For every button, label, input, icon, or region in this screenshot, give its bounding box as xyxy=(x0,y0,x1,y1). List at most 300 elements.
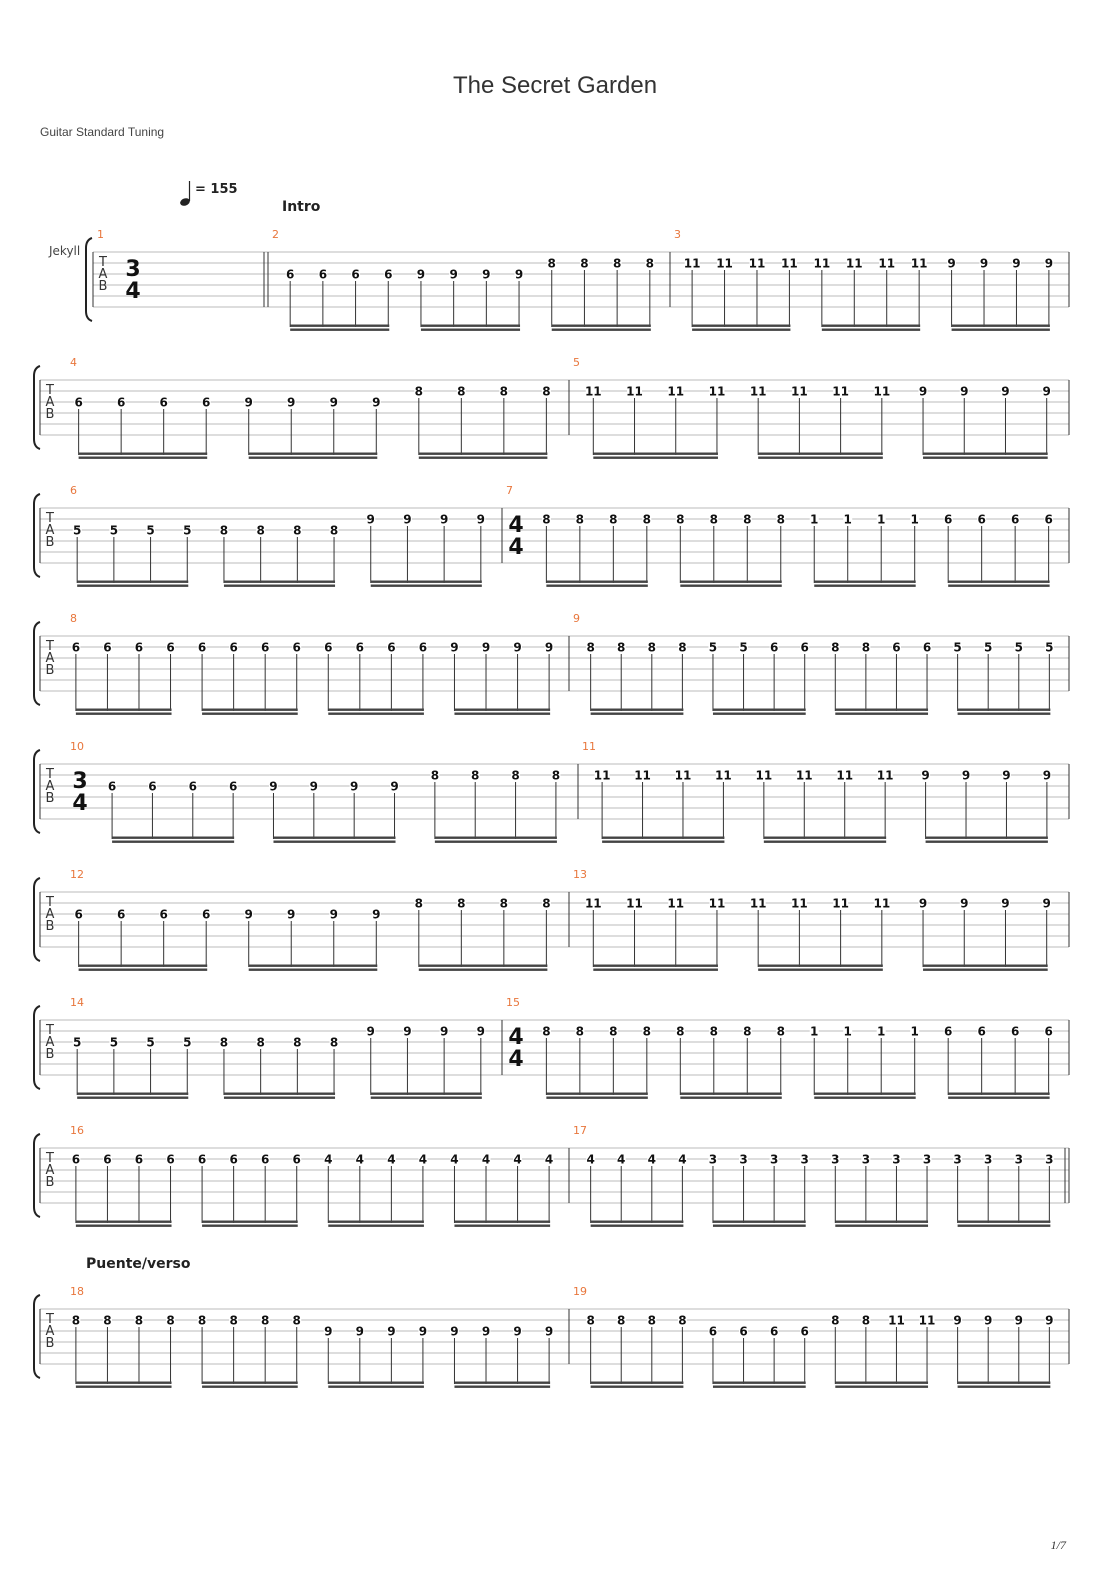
fret-number: 9 xyxy=(1042,768,1052,783)
beam xyxy=(680,581,781,583)
fret-number: 9 xyxy=(1014,1313,1023,1328)
beam xyxy=(814,1097,915,1099)
fret-number: 8 xyxy=(575,1024,585,1039)
fret-number: 11 xyxy=(667,896,685,911)
fret-number: 8 xyxy=(219,523,229,538)
fret-number: 6 xyxy=(134,640,144,655)
beam xyxy=(202,1225,298,1227)
fret-number: 8 xyxy=(861,1313,871,1328)
fret-number: 5 xyxy=(146,1035,155,1050)
fret-number: 8 xyxy=(499,896,509,911)
beam xyxy=(593,965,718,967)
fret-number: 9 xyxy=(372,395,381,410)
fret-number: 6 xyxy=(229,1152,238,1167)
beam xyxy=(371,1093,482,1095)
fret-number: 6 xyxy=(1044,512,1053,527)
beam xyxy=(952,329,1050,331)
beam xyxy=(923,969,1048,971)
fret-number: 6 xyxy=(197,1152,207,1167)
fret-number: 11 xyxy=(910,256,928,271)
fret-number: 4 xyxy=(355,1152,365,1167)
beam xyxy=(371,1097,482,1099)
beam xyxy=(958,1225,1051,1227)
beam xyxy=(419,969,548,971)
beam xyxy=(454,709,550,711)
fret-number: 9 xyxy=(439,1024,449,1039)
fret-number: 6 xyxy=(324,640,333,655)
beam xyxy=(224,585,335,587)
fret-number: 9 xyxy=(449,267,458,282)
fret-number: 11 xyxy=(584,896,602,911)
beam xyxy=(926,837,1048,839)
fret-number: 8 xyxy=(586,640,595,655)
beam xyxy=(77,581,188,583)
beam xyxy=(713,713,806,715)
tab-clef-letter: A xyxy=(98,267,108,282)
fret-number: 8 xyxy=(414,896,423,911)
system-bracket xyxy=(34,494,40,577)
beam xyxy=(79,453,208,455)
fret-number: 9 xyxy=(418,1324,428,1339)
fret-number: 11 xyxy=(876,768,894,783)
fret-number: 8 xyxy=(293,1035,302,1050)
fret-number: 1 xyxy=(910,1024,919,1039)
beam xyxy=(77,585,188,587)
beam xyxy=(112,841,234,843)
fret-number: 11 xyxy=(748,256,766,271)
beam xyxy=(958,1221,1051,1223)
fret-number: 6 xyxy=(260,640,270,655)
fret-number: 11 xyxy=(873,384,891,399)
fret-number: 3 xyxy=(953,1152,962,1167)
tab-clef-letter: B xyxy=(45,919,55,934)
beam xyxy=(77,1097,188,1099)
fret-number: 6 xyxy=(769,1324,779,1339)
beam xyxy=(454,1221,550,1223)
system-bracket xyxy=(34,878,40,961)
fret-number: 8 xyxy=(71,1313,81,1328)
fret-number: 6 xyxy=(229,640,238,655)
fret-number: 8 xyxy=(511,768,520,783)
fret-number: 1 xyxy=(877,1024,886,1039)
fret-number: 6 xyxy=(292,640,301,655)
fret-number: 6 xyxy=(285,267,295,282)
fret-number: 8 xyxy=(861,640,871,655)
fret-number: 9 xyxy=(1002,768,1011,783)
beam xyxy=(958,1382,1051,1384)
beam xyxy=(76,713,172,715)
beam xyxy=(328,1225,424,1227)
beam xyxy=(79,965,208,967)
beam xyxy=(948,581,1049,583)
beam xyxy=(713,1382,806,1384)
fret-number: 9 xyxy=(349,779,359,794)
time-sig-bottom: 4 xyxy=(508,535,524,560)
fret-number: 5 xyxy=(708,640,718,655)
fret-number: 9 xyxy=(269,779,278,794)
fret-number: 11 xyxy=(715,768,732,783)
beam xyxy=(76,1382,172,1384)
beam xyxy=(224,1093,335,1095)
beam xyxy=(591,713,684,715)
fret-number: 6 xyxy=(166,1152,175,1167)
fret-number: 6 xyxy=(71,1152,81,1167)
section-label: Intro xyxy=(282,199,321,215)
fret-number: 9 xyxy=(960,896,969,911)
fret-number: 11 xyxy=(873,896,891,911)
beam xyxy=(948,1093,1049,1095)
fret-number: 5 xyxy=(183,1035,192,1050)
song-title: The Secret Garden xyxy=(452,72,658,99)
fret-number: 9 xyxy=(514,267,524,282)
fret-number: 8 xyxy=(776,512,785,527)
beam xyxy=(546,1093,647,1095)
tab-clef-letter: B xyxy=(45,663,55,678)
tab-clef-letter: B xyxy=(98,279,108,294)
fret-number: 3 xyxy=(1014,1152,1023,1167)
beam xyxy=(692,325,790,327)
fret-number: 9 xyxy=(287,907,296,922)
fret-number: 6 xyxy=(116,907,126,922)
beam xyxy=(328,1221,424,1223)
beam xyxy=(76,709,172,711)
fret-number: 9 xyxy=(366,512,375,527)
beam xyxy=(202,709,298,711)
beam xyxy=(591,1382,684,1384)
fret-number: 5 xyxy=(1045,640,1054,655)
tab-clef-letter: T xyxy=(46,1023,54,1038)
beam xyxy=(454,713,550,715)
beam xyxy=(926,841,1048,843)
measure-number: 9 xyxy=(573,612,580,625)
tab-clef-letter: T xyxy=(99,255,107,270)
beam xyxy=(593,457,718,459)
fret-number: 11 xyxy=(795,768,813,783)
beam xyxy=(758,969,883,971)
beam xyxy=(958,709,1051,711)
tab-clef-letter: T xyxy=(46,383,54,398)
beam xyxy=(764,837,886,839)
fret-number: 3 xyxy=(922,1152,932,1167)
fret-number: 9 xyxy=(309,779,319,794)
fret-number: 11 xyxy=(781,256,798,271)
fret-number: 3 xyxy=(892,1152,901,1167)
fret-number: 9 xyxy=(984,1313,993,1328)
fret-number: 8 xyxy=(499,384,509,399)
beam xyxy=(273,837,395,839)
beam xyxy=(435,841,557,843)
fret-number: 9 xyxy=(403,512,412,527)
fret-number: 9 xyxy=(244,395,253,410)
fret-number: 6 xyxy=(922,640,932,655)
fret-number: 6 xyxy=(943,512,953,527)
beam xyxy=(552,325,651,327)
tab-clef-letter: T xyxy=(46,639,54,654)
measure-number: 19 xyxy=(573,1285,587,1298)
fret-number: 8 xyxy=(647,1313,656,1328)
beam xyxy=(328,1386,424,1388)
fret-number: 6 xyxy=(800,640,809,655)
measure-number: 17 xyxy=(573,1124,587,1137)
fret-number: 1 xyxy=(810,1024,819,1039)
tab-clef-letter: B xyxy=(45,791,55,806)
fret-number: 6 xyxy=(1044,1024,1053,1039)
fret-number: 6 xyxy=(892,640,901,655)
fret-number: 8 xyxy=(547,256,556,271)
fret-number: 6 xyxy=(769,640,779,655)
fret-number: 9 xyxy=(329,907,338,922)
fret-number: 8 xyxy=(256,523,265,538)
beam xyxy=(713,1221,806,1223)
fret-number: 6 xyxy=(74,907,83,922)
fret-number: 8 xyxy=(743,512,752,527)
fret-number: 11 xyxy=(755,768,773,783)
fret-number: 8 xyxy=(831,1313,840,1328)
tab-clef-letter: B xyxy=(45,535,55,550)
fret-number: 3 xyxy=(861,1152,871,1167)
tuning-label: Guitar Standard Tuning xyxy=(40,125,165,139)
beam xyxy=(958,1386,1051,1388)
fret-number: 4 xyxy=(418,1152,428,1167)
fret-number: 3 xyxy=(708,1152,718,1167)
fret-number: 8 xyxy=(743,1024,752,1039)
beam xyxy=(764,841,886,843)
fret-number: 8 xyxy=(542,384,551,399)
fret-number: 8 xyxy=(457,896,466,911)
fret-number: 9 xyxy=(416,267,426,282)
fret-number: 9 xyxy=(1042,896,1051,911)
tab-clef-letter: A xyxy=(45,1035,55,1050)
fret-number: 9 xyxy=(390,779,399,794)
fret-number: 4 xyxy=(387,1152,396,1167)
fret-number: 5 xyxy=(984,640,993,655)
fret-number: 9 xyxy=(921,768,930,783)
measure-number: 8 xyxy=(70,612,77,625)
beam xyxy=(713,1386,806,1388)
fret-number: 3 xyxy=(800,1152,809,1167)
beam xyxy=(454,1386,550,1388)
fret-number: 8 xyxy=(329,1035,339,1050)
beam xyxy=(602,841,724,843)
beam xyxy=(591,709,684,711)
fret-number: 8 xyxy=(457,384,466,399)
fret-number: 11 xyxy=(832,384,849,399)
system-bracket xyxy=(86,238,92,321)
beam xyxy=(421,329,520,331)
beam xyxy=(546,585,647,587)
fret-number: 8 xyxy=(612,256,622,271)
beam xyxy=(202,1386,298,1388)
system-bracket xyxy=(34,750,40,833)
fret-number: 1 xyxy=(877,512,886,527)
beam xyxy=(273,841,395,843)
fret-number: 6 xyxy=(943,1024,953,1039)
fret-number: 6 xyxy=(159,907,168,922)
beam xyxy=(602,837,724,839)
beam xyxy=(692,329,790,331)
fret-number: 8 xyxy=(551,768,561,783)
fret-number: 8 xyxy=(329,523,339,538)
beam xyxy=(835,1225,928,1227)
time-sig-bottom: 4 xyxy=(508,1047,524,1072)
beam xyxy=(814,581,915,583)
fret-number: 6 xyxy=(71,640,81,655)
fret-number: 9 xyxy=(355,1324,365,1339)
fret-number: 8 xyxy=(617,1313,626,1328)
fret-number: 5 xyxy=(72,523,82,538)
fret-number: 6 xyxy=(228,779,238,794)
track-name: Jekyll xyxy=(49,244,81,258)
beam xyxy=(814,1093,915,1095)
beam xyxy=(419,453,548,455)
time-sig-top: 3 xyxy=(72,769,88,794)
beam xyxy=(546,1097,647,1099)
beam xyxy=(952,325,1050,327)
fret-number: 6 xyxy=(197,640,207,655)
fret-number: 9 xyxy=(1045,1313,1054,1328)
beam xyxy=(958,713,1051,715)
tab-clef-letter: A xyxy=(45,1324,55,1339)
measure-number: 10 xyxy=(70,740,84,753)
beam xyxy=(224,581,335,583)
fret-number: 8 xyxy=(471,768,480,783)
fret-number: 9 xyxy=(1001,384,1010,399)
fret-number: 9 xyxy=(481,640,491,655)
fret-number: 11 xyxy=(918,1313,936,1328)
tab-clef-letter: T xyxy=(46,895,54,910)
fret-number: 8 xyxy=(586,1313,595,1328)
measure-number: 5 xyxy=(573,356,580,369)
measure-number: 4 xyxy=(70,356,77,369)
fret-number: 3 xyxy=(831,1152,840,1167)
beam xyxy=(249,457,378,459)
beam xyxy=(822,325,920,327)
fret-number: 9 xyxy=(450,640,459,655)
beam xyxy=(202,1221,298,1223)
beam xyxy=(371,581,482,583)
fret-number: 11 xyxy=(832,896,849,911)
fret-number: 6 xyxy=(103,1152,112,1167)
beam xyxy=(77,1093,188,1095)
fret-number: 8 xyxy=(676,512,685,527)
fret-number: 6 xyxy=(355,640,365,655)
page-number: 1/7 xyxy=(1050,1538,1066,1552)
beam xyxy=(76,1386,172,1388)
measure-number: 15 xyxy=(506,996,520,1009)
fret-number: 11 xyxy=(634,768,651,783)
fret-number: 4 xyxy=(481,1152,491,1167)
measure-number: 13 xyxy=(573,868,587,881)
fret-number: 4 xyxy=(586,1152,595,1167)
fret-number: 11 xyxy=(836,768,854,783)
fret-number: 8 xyxy=(103,1313,112,1328)
fret-number: 6 xyxy=(418,640,428,655)
time-sig-bottom: 4 xyxy=(72,791,88,816)
tempo-value: = 155 xyxy=(195,182,238,197)
fret-number: 8 xyxy=(542,512,551,527)
fret-number: 6 xyxy=(260,1152,270,1167)
fret-number: 9 xyxy=(439,512,449,527)
fret-number: 11 xyxy=(716,256,733,271)
beam xyxy=(680,1097,781,1099)
fret-number: 8 xyxy=(609,1024,618,1039)
fret-number: 9 xyxy=(979,256,989,271)
fret-number: 8 xyxy=(430,768,440,783)
fret-number: 9 xyxy=(287,395,296,410)
system-bracket xyxy=(34,366,40,449)
fret-number: 6 xyxy=(318,267,328,282)
fret-number: 8 xyxy=(642,512,652,527)
tab-clef-letter: A xyxy=(45,907,55,922)
fret-number: 9 xyxy=(372,907,381,922)
section-label: Puente/verso xyxy=(86,1256,191,1272)
fret-number: 6 xyxy=(159,395,168,410)
fret-number: 6 xyxy=(708,1324,718,1339)
fret-number: 6 xyxy=(107,779,117,794)
fret-number: 4 xyxy=(544,1152,554,1167)
beam xyxy=(419,457,548,459)
fret-number: 8 xyxy=(197,1313,207,1328)
fret-number: 6 xyxy=(384,267,393,282)
tab-clef-letter: T xyxy=(46,511,54,526)
beam xyxy=(224,1097,335,1099)
tab-clef-letter: A xyxy=(45,395,55,410)
measure-number: 7 xyxy=(506,484,513,497)
fret-number: 8 xyxy=(831,640,840,655)
beam xyxy=(948,585,1049,587)
fret-number: 8 xyxy=(292,1313,301,1328)
fret-number: 1 xyxy=(810,512,819,527)
fret-number: 5 xyxy=(1014,640,1023,655)
beam xyxy=(923,965,1048,967)
time-sig-top: 4 xyxy=(508,513,524,538)
beam xyxy=(454,1225,550,1227)
beam xyxy=(290,325,389,327)
fret-number: 8 xyxy=(166,1313,175,1328)
beam xyxy=(822,329,920,331)
fret-number: 11 xyxy=(878,256,896,271)
beam xyxy=(546,581,647,583)
fret-number: 11 xyxy=(683,256,701,271)
fret-number: 8 xyxy=(219,1035,229,1050)
beam xyxy=(249,965,378,967)
beam xyxy=(419,965,548,967)
fret-number: 8 xyxy=(709,1024,718,1039)
measure-number: 14 xyxy=(70,996,84,1009)
time-sig-top: 4 xyxy=(508,1025,524,1050)
fret-number: 8 xyxy=(575,512,585,527)
fret-number: 8 xyxy=(256,1035,265,1050)
fret-number: 8 xyxy=(414,384,423,399)
beam xyxy=(290,329,389,331)
fret-number: 9 xyxy=(513,1324,522,1339)
fret-number: 6 xyxy=(387,640,396,655)
beam xyxy=(591,1386,684,1388)
fret-number: 11 xyxy=(888,1313,905,1328)
fret-number: 9 xyxy=(403,1024,412,1039)
fret-number: 6 xyxy=(351,267,360,282)
fret-number: 6 xyxy=(148,779,157,794)
fret-number: 1 xyxy=(910,512,919,527)
fret-number: 8 xyxy=(229,1313,238,1328)
fret-number: 3 xyxy=(984,1152,993,1167)
fret-number: 11 xyxy=(791,384,808,399)
fret-number: 8 xyxy=(617,640,626,655)
fret-number: 9 xyxy=(476,1024,486,1039)
fret-number: 8 xyxy=(676,1024,685,1039)
beam xyxy=(421,325,520,327)
fret-number: 9 xyxy=(1001,896,1010,911)
